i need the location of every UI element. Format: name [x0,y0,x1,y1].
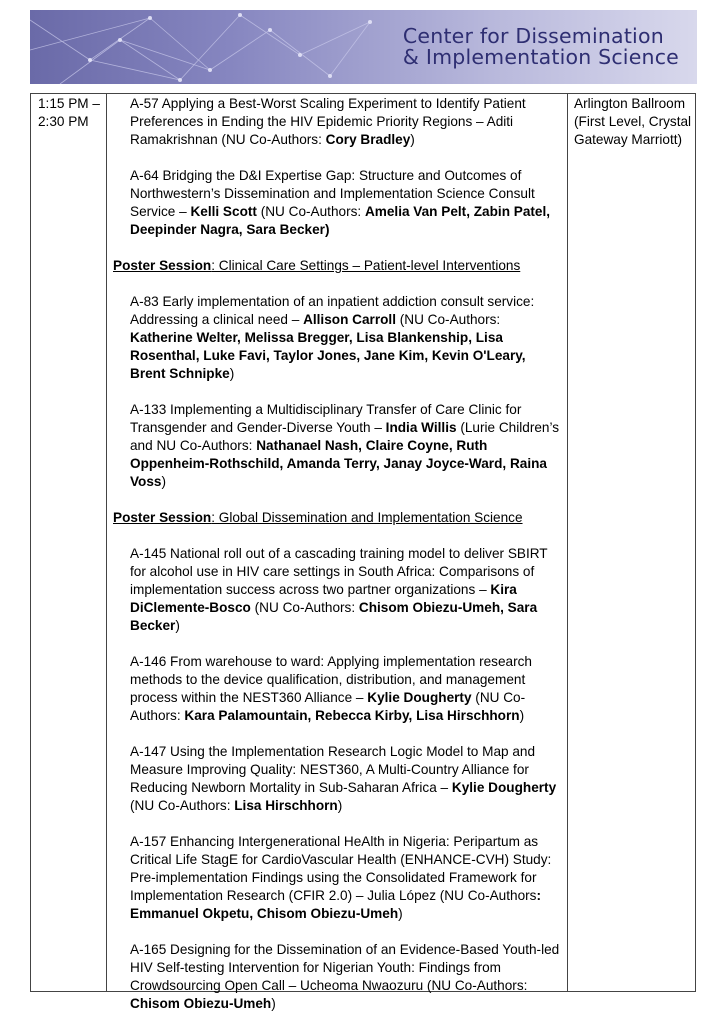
presenter-name: Kylie Dougherty [367,690,472,705]
schedule-table [30,93,696,1011]
poster-entry [130,941,563,1013]
coauthor-names: Chisom Obiezu-Umeh, Sara Becker [130,600,538,633]
session-heading-clinical [113,257,563,275]
coauthor-names: Emmanuel Okpetu, Chisom Obiezu-Umeh [130,906,399,921]
title-line-2: & Implementation Science [402,45,679,69]
entry-text: A-147 Using the Implementation Research Logic Model to Map and Measure Improving Quality: NEST360, A Multi-Country Alliance for Reducing Newborn Mortality in Sub-Saharan Africa – [130,744,536,795]
coauthor-label: (NU Co-Authors: [256,204,365,219]
presenter-name: Kylie Dougherty [451,780,557,795]
title-line-1: Center for Dissemination [402,24,664,48]
coauthor-label: (NU Co-Authors: [250,600,359,615]
session-topic: : Clinical Care Settings – Patient-level Interventions [211,258,521,273]
poster-entry [130,653,563,725]
entry-end: ) [175,618,180,633]
coauthor-names: Nathanael Nash, Claire Coyne, Ruth Oppenheim-Rothschild, Amanda Terry, Janay Joyce-Ward, Raina Voss [130,438,547,489]
entry-end: ) [519,708,525,723]
entry-end: ) [410,132,415,147]
coauthor-names: Kara Palamountain, Rebecca Kirby, Lisa Hirschhorn [184,708,520,723]
session-topic: : Global Dissemination and Implementation Science [211,510,523,525]
location-cell: Arlington Ballroom (First Level, Crystal Gateway Marriott) [567,94,695,991]
poster-entry [130,293,563,383]
global-entries [113,545,563,1013]
entry-text: A-146 From warehouse to ward: Applying implementation research methods to the device qualification, distribution, and management process within the NEST360 Alliance – [130,654,532,705]
poster-entry [130,95,563,149]
poster-entry [130,401,563,491]
coauthor-label: (NU Co-Authors: [130,798,235,813]
entry-text: A-165 Designing for the Dissemination of an Evidence-Based Youth-led HIV Self-testing Intervention for Nigerian Youth: Findings from Crowdsourcing Open Call – Ucheoma Nwaozuru (NU Co-Authors: [130,942,560,993]
poster-entry [130,743,563,815]
entry-text: A-83 Early implementation of an inpatient addiction consult service: Addressing a clinical need – [130,294,535,327]
coauthor-label: (NU Co-Authors: [130,690,526,723]
entry-text: A-145 National roll out of a cascading training model to deliver SBIRT for alcohol use in HIV care settings in South Africa: Comparisons of implementation success across two partner organizations – [130,546,548,597]
entry-text: A-64 Bridging the D&I Expertise Gap: Structure and Outcomes of Northwestern’s Dissemination and Implementation Science Consult Service – [130,168,535,219]
presenter-name: : [536,888,541,903]
coauthor-names: Chisom Obiezu-Umeh [130,996,272,1011]
entry-end: ) [161,474,167,489]
session-label: Poster Session [113,258,212,273]
coauthor-label: (Lurie Children’s and NU Co-Authors: [130,420,560,453]
coauthor-names: Katherine Welter, Melissa Bregger, Lisa Blankenship, Lisa Rosenthal, Luke Favi, Taylor Jones, Jane Kim, Kevin O'Leary, Brent Schnipke [130,330,526,381]
clinical-entries [113,293,563,491]
poster-entry [130,545,563,635]
time-cell: 1:15 PM – 2:30 PM [31,94,107,991]
presenter-name: Kelli Scott [190,204,257,219]
header-banner [30,10,697,84]
poster-entry [130,833,563,923]
poster-entry [130,167,563,239]
coauthor-names: Amelia Van Pelt, Zabin Patel, Deepinder Nagra, Sara Becker) [130,204,551,237]
top-entries [113,95,563,239]
presenter-name: India Willis [385,420,457,435]
presenter-name: Allison Carroll [303,312,396,327]
presenter-name: Kira DiClemente-Bosco [130,582,517,615]
session-heading-global [113,509,563,527]
session-label: Poster Session [113,510,212,525]
entry-text: A-133 Implementing a Multidisciplinary Transfer of Care Clinic for Transgender and Gender-Diverse Youth – [130,402,522,435]
entry-end: ) [398,906,403,921]
coauthor-label: (NU Co-Authors: [395,312,501,327]
coauthor-names: Cory Bradley [325,132,411,147]
entry-text: A-157 Enhancing Intergenerational HeAlth in Nigeria: Peripartum as Critical Life StagE for CardioVascular Health (ENHANCE-CVH) Study: Pre-implementation Findings using the Consolidated Framework for Implementation Research (CFIR 2.0) – Julia López (NU Co-Authors [130,834,552,903]
sessions-cell [107,94,567,1011]
entry-end: ) [229,366,235,381]
entry-end: ) [271,996,276,1011]
entry-end: ) [337,798,343,813]
entry-text: A-57 Applying a Best-Worst Scaling Experiment to Identify Patient Preferences in Ending the HIV Epidemic Priority Regions – Aditi Ramakrishnan (NU Co-Authors: [130,96,526,147]
center-title [403,26,679,68]
coauthor-names: Lisa Hirschhorn [234,798,338,813]
